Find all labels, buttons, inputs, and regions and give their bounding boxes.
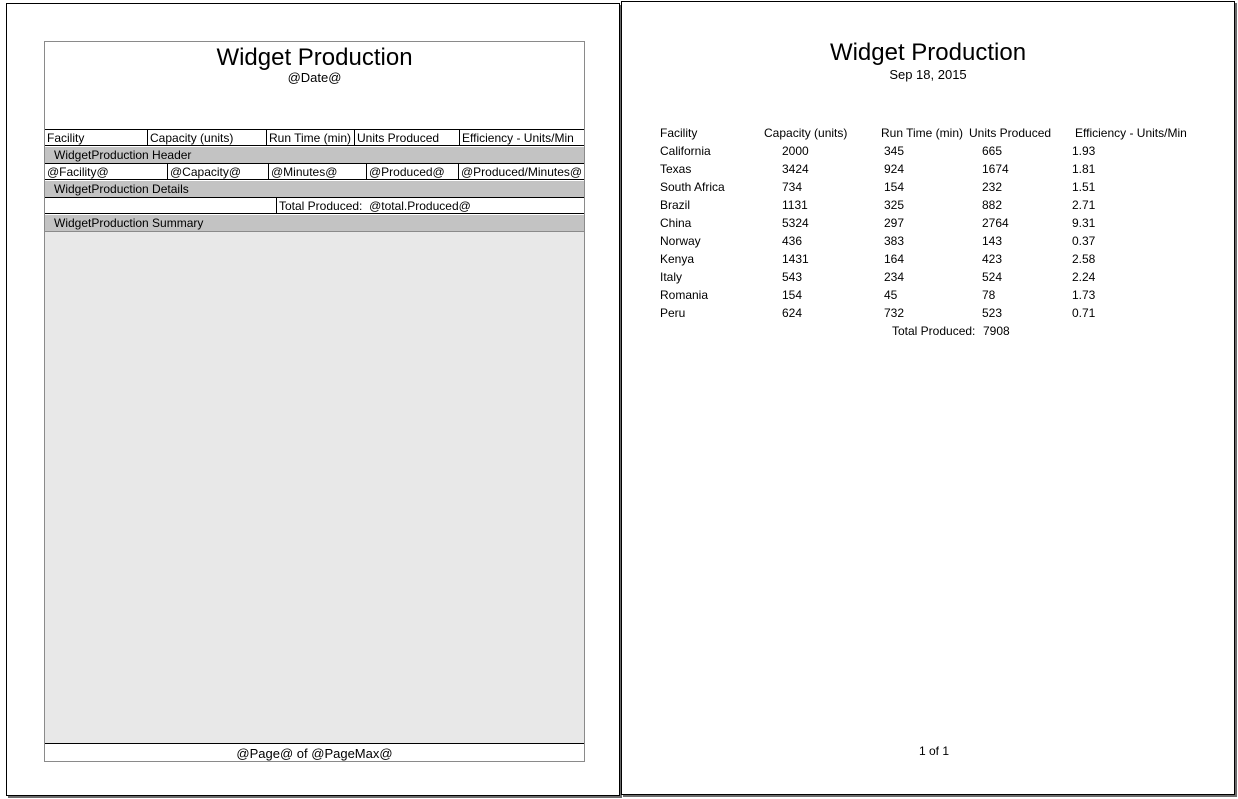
cell-efficiency: 9.31 (1072, 216, 1096, 230)
summary-total-field[interactable]: @total.Produced@ (369, 199, 471, 213)
cell-facility: Italy (660, 270, 683, 284)
preview-header-efficiency: Efficiency - Units/Min (1075, 126, 1187, 140)
column-header-produced[interactable]: Units Produced (354, 130, 459, 145)
field-efficiency[interactable]: @Produced/Minutes@ (458, 164, 584, 179)
column-header-runtime[interactable]: Run Time (min) (266, 130, 354, 145)
report-band-area (44, 41, 585, 762)
cell-capacity: 624 (782, 306, 803, 320)
cell-runtime: 924 (884, 162, 905, 176)
preview-header-produced: Units Produced (969, 126, 1052, 140)
cell-facility: Peru (660, 306, 686, 320)
cell-efficiency: 0.37 (1072, 234, 1096, 248)
cell-capacity: 3424 (782, 162, 809, 176)
field-produced[interactable]: @Produced@ (366, 164, 458, 179)
preview-header-facility: Facility (660, 126, 698, 140)
cell-runtime: 297 (884, 216, 905, 230)
field-minutes[interactable]: @Minutes@ (268, 164, 366, 179)
cell-efficiency: 2.24 (1072, 270, 1096, 284)
summary-cell (276, 198, 584, 213)
cell-runtime: 325 (884, 198, 905, 212)
cell-facility: California (660, 144, 711, 158)
cell-produced: 143 (982, 234, 1003, 248)
summary-label[interactable]: Total Produced: (279, 199, 363, 213)
summary-row (45, 197, 584, 214)
cell-efficiency: 1.73 (1072, 288, 1096, 302)
column-header-efficiency[interactable]: Efficiency - Units/Min (459, 130, 584, 145)
field-capacity[interactable]: @Capacity@ (167, 164, 268, 179)
column-header-row (45, 129, 584, 146)
cell-runtime: 383 (884, 234, 905, 248)
cell-efficiency: 0.71 (1072, 306, 1096, 320)
cell-capacity: 734 (782, 180, 803, 194)
cell-capacity: 436 (782, 234, 803, 248)
column-header-capacity[interactable]: Capacity (units) (147, 130, 266, 145)
field-facility[interactable]: @Facility@ (47, 165, 109, 179)
cell-capacity: 154 (782, 288, 803, 302)
report-preview-page (621, 1, 1235, 795)
preview-title: Widget Production (829, 39, 1027, 66)
date-field[interactable]: @Date@ (287, 70, 342, 85)
page-footer-field[interactable]: @Page@ of @PageMax@ (236, 746, 393, 761)
cell-facility: China (660, 216, 692, 230)
cell-runtime: 154 (884, 180, 905, 194)
cell-efficiency: 1.51 (1072, 180, 1096, 194)
cell-runtime: 345 (884, 144, 905, 158)
cell-efficiency: 1.81 (1072, 162, 1096, 176)
preview-total-value: 7908 (983, 324, 1010, 338)
preview-header-capacity: Capacity (units) (764, 126, 848, 140)
cell-facility: Brazil (660, 198, 691, 212)
cell-facility: South Africa (660, 180, 725, 194)
cell-facility: Texas (660, 162, 692, 176)
cell-runtime: 164 (884, 252, 905, 266)
preview-total-label: Total Produced: (892, 324, 976, 338)
report-design-page (6, 3, 620, 796)
cell-facility: Kenya (660, 252, 695, 266)
cell-produced: 523 (982, 306, 1003, 320)
cell-runtime: 732 (884, 306, 905, 320)
cell-efficiency: 2.58 (1072, 252, 1096, 266)
cell-produced: 78 (982, 288, 996, 302)
band-label-header[interactable]: WidgetProduction Header (45, 147, 584, 164)
cell-capacity: 2000 (782, 144, 809, 158)
cell-produced: 1674 (982, 162, 1009, 176)
cell-produced: 524 (982, 270, 1003, 284)
cell-efficiency: 1.93 (1072, 144, 1096, 158)
cell-facility: Norway (660, 234, 701, 248)
preview-header-runtime: Run Time (min) (881, 126, 964, 140)
cell-efficiency: 2.71 (1072, 198, 1096, 212)
empty-page-area (45, 231, 584, 744)
cell-facility: Romania (660, 288, 709, 302)
cell-capacity: 1131 (782, 198, 808, 212)
band-label-summary[interactable]: WidgetProduction Summary (45, 215, 584, 232)
cell-produced: 882 (982, 198, 1003, 212)
band-label-details[interactable]: WidgetProduction Details (45, 181, 584, 198)
report-title[interactable]: Widget Production (216, 44, 413, 71)
cell-produced: 423 (982, 252, 1003, 266)
cell-produced: 232 (982, 180, 1003, 194)
preview-page-number: 1 of 1 (918, 744, 950, 758)
cell-capacity: 5324 (782, 216, 809, 230)
detail-fields-row (45, 163, 584, 180)
cell-capacity: 1431 (782, 252, 809, 266)
cell-produced: 2764 (982, 216, 1009, 230)
preview-date: Sep 18, 2015 (889, 67, 967, 82)
cell-capacity: 543 (782, 270, 803, 284)
cell-produced: 665 (982, 144, 1003, 158)
cell-runtime: 234 (884, 270, 905, 284)
column-header-facility[interactable]: Facility (47, 131, 85, 145)
cell-runtime: 45 (884, 288, 898, 302)
